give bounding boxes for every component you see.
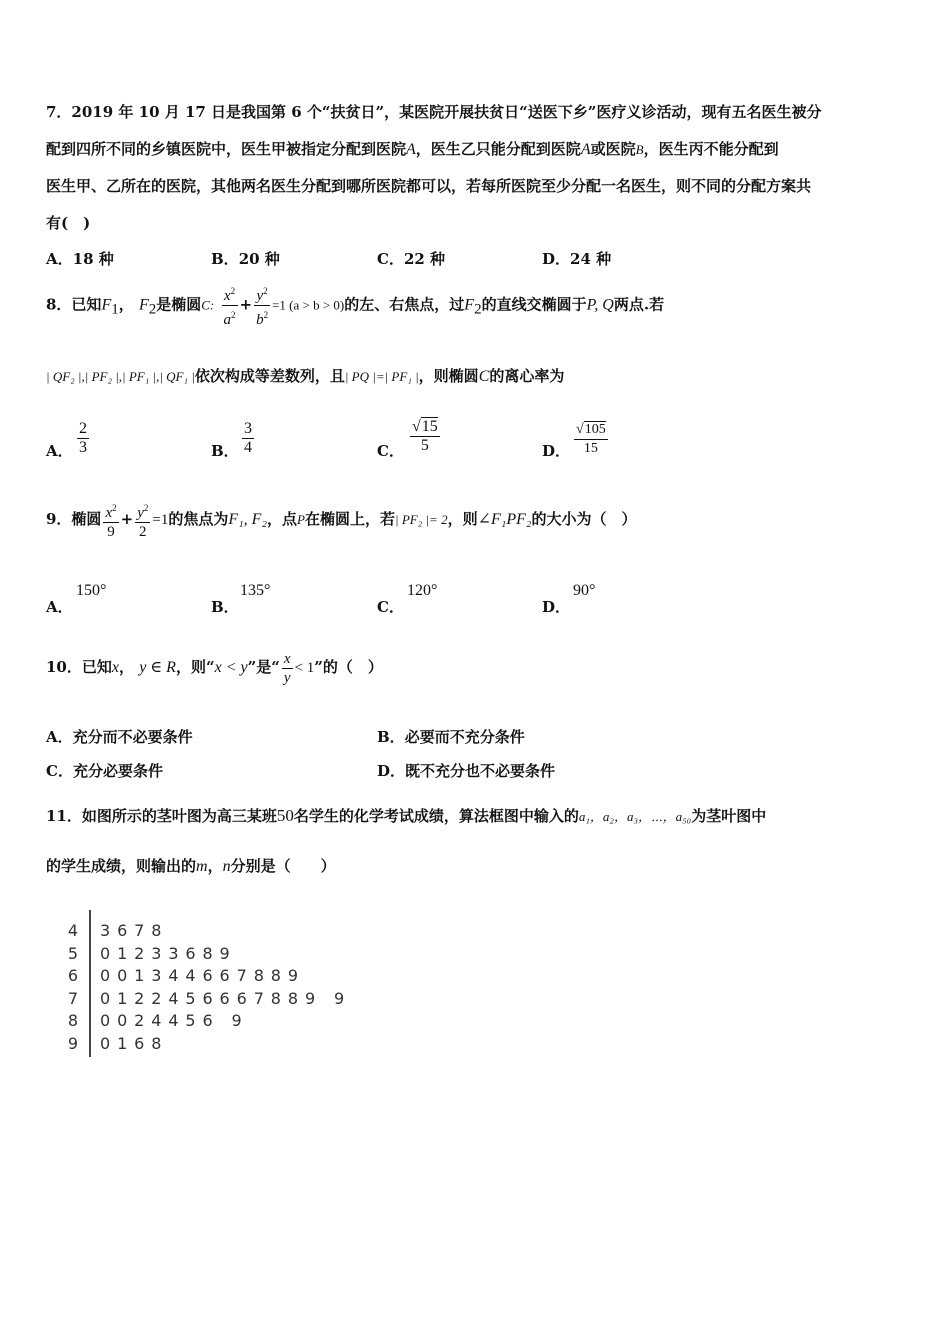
q10-option-c: C．充分必要条件 <box>46 762 163 780</box>
q8-option-c: C． <box>377 442 404 460</box>
q7-option-a: A．18 种 <box>46 250 114 268</box>
stem-7: 7 <box>67 989 79 1008</box>
q10-option-a: A．充分而不必要条件 <box>46 728 193 746</box>
q9-option-a-value: 150° <box>76 582 107 599</box>
leaves-8: 0024456 9 <box>100 1011 249 1030</box>
q9-option-d-value: 90° <box>573 582 596 599</box>
q7-line3: 医生甲、乙所在的医院，其他两名医生分配到哪所医院都可以，若每所医院至少分配一名医生，则不同的分配方案共 <box>46 177 812 195</box>
q8-option-a-value: $\frac{2}{3}$ <box>79 420 87 456</box>
q9-frac-y: $\frac{y^2}{2}$ <box>135 499 150 541</box>
q8-option-d: D． <box>542 442 571 460</box>
stem-4: 4 <box>67 921 79 940</box>
q7-option-d: D．24 种 <box>542 250 612 268</box>
leaves-5: 01233689 <box>100 944 237 963</box>
q10-option-b: B．必要而不充分条件 <box>377 728 525 746</box>
q10-line: 10．已知x， y ∈ R，则“x < y”是“ $\frac{x}{y}$ < 1”的（ ） <box>46 650 383 686</box>
stem-5: 5 <box>67 944 79 963</box>
q7-line1: 7．2019 年 10 月 17 日是我国第 6 个“扶贫日”，某医院开展扶贫日“送医下乡”医疗义诊活动，现有五名医生被分 <box>46 103 822 121</box>
leaves-6: 001344667889 <box>100 966 305 985</box>
q9-frac-x: $\frac{x^2}{9}$ <box>103 499 118 541</box>
q7-line2: 配到四所不同的乡镇医院中，医生甲被指定分配到医院A，医生乙只能分配到医院A或医院B，医生丙不能分配到 <box>46 140 779 158</box>
leaves-9: 0168 <box>100 1034 169 1053</box>
q7-line4: 有( ) <box>46 214 91 232</box>
q11-line2: 的学生成绩，则输出的m，n分别是（ ） <box>46 857 336 875</box>
q11-line1: 11．如图所示的茎叶图为高三某班50名学生的化学考试成绩，算法框图中输入的a₁，a₂，a₃，⋯，a₅₀为茎叶图中 <box>46 806 767 825</box>
q9-option-b-value: 135° <box>240 582 271 599</box>
stem-leaf-divider <box>89 910 91 1057</box>
q8-frac-x: $\frac{x^2}{a^2}$ <box>222 282 238 329</box>
q10-option-d: D．既不充分也不必要条件 <box>377 762 556 780</box>
q8-option-d-value: $\frac{√105}{15}$ <box>576 422 606 456</box>
q10-frac: $\frac{x}{y}$ <box>283 650 291 686</box>
q7-option-c: C．22 种 <box>377 250 446 268</box>
q9-option-d: D． <box>542 598 571 616</box>
stem-9: 9 <box>67 1034 79 1053</box>
q8-option-b: B． <box>211 442 239 460</box>
q9-line: 9．椭圆 $\frac{x^2}{9}$ + $\frac{y^2}{2}$ =1的焦点为F₁, F₂，点P在椭圆上，若| PF₂ |= 2，则∠F₁PF₂的大小为（ ） <box>46 498 636 541</box>
q9-option-c: C． <box>377 598 404 616</box>
q9-option-a: A． <box>46 598 73 616</box>
q9-option-b: B． <box>211 598 239 616</box>
leaves-7: 0122456667889 9 <box>100 989 352 1008</box>
q8-option-a: A． <box>46 442 73 460</box>
stem-6: 6 <box>67 966 79 985</box>
q8-line1: 8．已知$F_1$， $F_2$是椭圆C: $\frac{x^2}{a^2}$ + $\frac{y^2}{b^2}$ =1 (a > b > 0)的左、右焦点，过$F_2$的直线交椭圆于P, Q两点.若 <box>46 282 664 331</box>
q8-option-b-value: $\frac{3}{4}$ <box>244 420 252 456</box>
q8-option-c-value: $\frac{√15}{5}$ <box>412 418 438 454</box>
q8-line2: | QF₂ |,| PF₂ |,| PF₁ |,| QF₁ |依次构成等差数列，且| PQ |=| PF₁ |，则椭圆C的离心率为 <box>46 367 565 385</box>
q9-option-c-value: 120° <box>407 582 438 599</box>
leaves-4: 3678 <box>100 921 169 940</box>
stem-8: 8 <box>67 1011 79 1030</box>
q8-frac-y: $\frac{y^2}{b^2}$ <box>254 282 270 329</box>
q7-option-b: B．20 种 <box>211 250 280 268</box>
